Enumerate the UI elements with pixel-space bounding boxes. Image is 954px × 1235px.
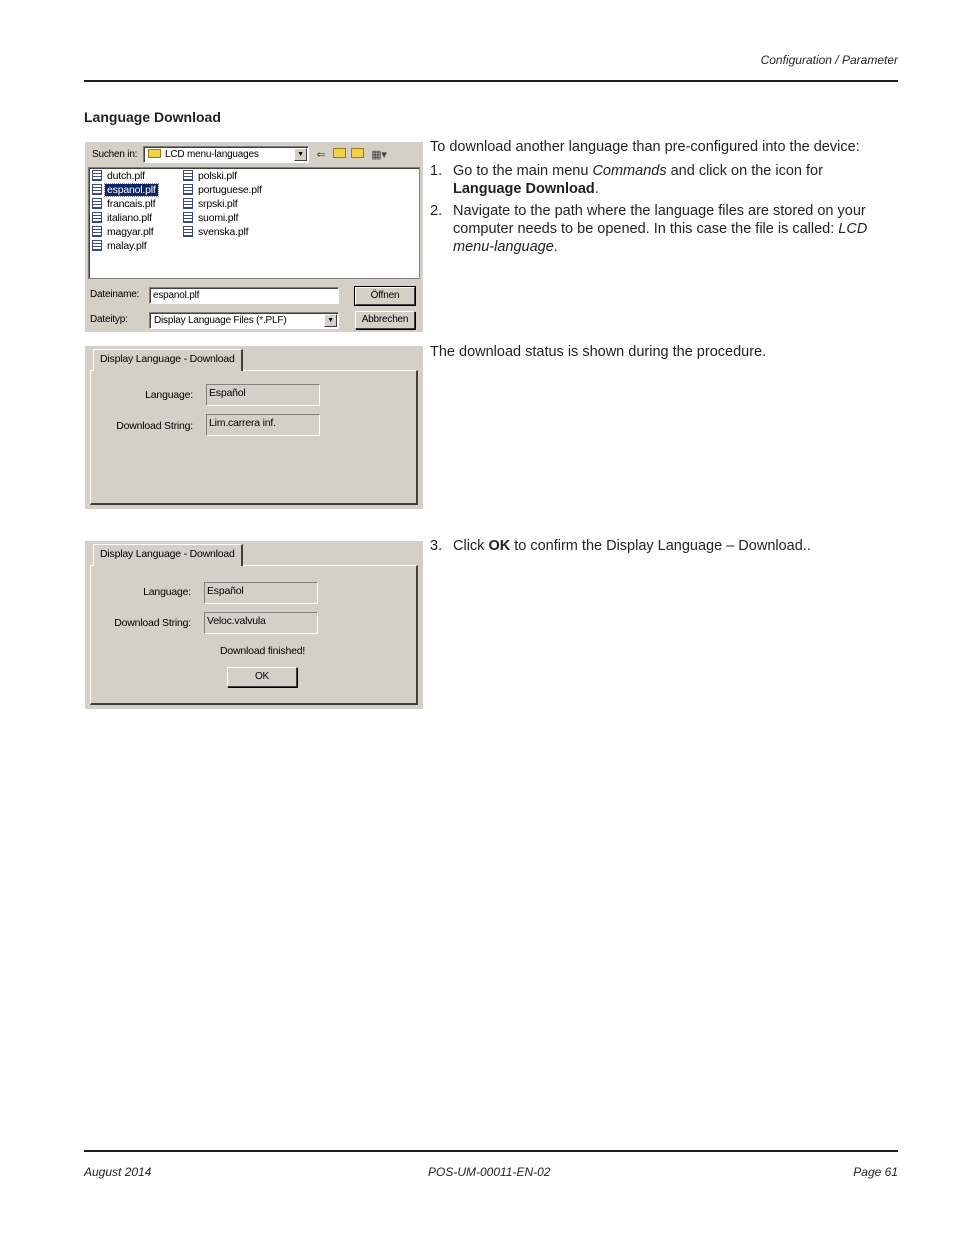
language-value: Español: [204, 582, 318, 604]
file-item-srpski[interactable]: srpski.plf: [183, 198, 239, 211]
file-icon: [92, 184, 102, 195]
folder-icon: [148, 149, 161, 158]
look-in-label: Suchen in:: [92, 149, 138, 160]
step-3: 3. Click OK to confirm the Display Language – Download..: [430, 538, 811, 554]
look-in-dropdown[interactable]: [143, 146, 309, 163]
tab-display-language-download[interactable]: Display Language - Download: [93, 544, 243, 566]
file-item-francais[interactable]: francais.plf: [92, 198, 157, 211]
download-string-label: Download String:: [116, 420, 193, 432]
file-item-suomi[interactable]: suomi.plf: [183, 212, 240, 225]
chevron-down-icon[interactable]: ▼: [294, 148, 307, 161]
file-icon: [183, 170, 193, 181]
file-icon: [92, 198, 102, 209]
file-icon: [92, 240, 102, 251]
file-item-svenska[interactable]: svenska.plf: [183, 226, 250, 239]
chevron-down-icon[interactable]: ▼: [324, 314, 337, 327]
file-list[interactable]: [88, 167, 420, 279]
file-icon: [92, 170, 102, 181]
view-menu-icon[interactable]: ▦▾: [371, 149, 387, 161]
file-item-espanol[interactable]: espanol.plf: [92, 184, 158, 197]
step-1: 1. Go to the main menu Commands and click on the icon for Language Download.: [430, 163, 823, 197]
section-title: Language Download: [84, 109, 221, 125]
filetype-dropdown[interactable]: [149, 312, 339, 329]
file-open-dialog: [85, 142, 423, 332]
look-in-value: LCD menu-languages: [165, 149, 259, 160]
header-section: Configuration / Parameter: [760, 53, 898, 67]
language-label: Language:: [143, 586, 191, 598]
file-icon: [92, 212, 102, 223]
file-item-italiano[interactable]: italiano.plf: [92, 212, 154, 225]
up-folder-icon[interactable]: [331, 148, 347, 162]
filetype-value: Display Language Files (*.PLF): [154, 315, 287, 326]
cancel-button[interactable]: Abbrechen: [355, 311, 415, 329]
download-string-label: Download String:: [114, 617, 191, 629]
ok-button[interactable]: OK: [227, 667, 297, 687]
download-status-panel: [85, 346, 423, 509]
footer-date: August 2014: [84, 1165, 152, 1179]
file-icon: [92, 226, 102, 237]
filename-field[interactable]: espanol.plf: [149, 287, 339, 304]
file-item-portuguese[interactable]: portuguese.plf: [183, 184, 264, 197]
filetype-label: Dateityp:: [90, 314, 128, 325]
footer-doc-id: POS-UM-00011-EN-02: [428, 1165, 551, 1179]
open-button[interactable]: Öffnen: [355, 287, 415, 305]
footer-rule: [84, 1150, 898, 1152]
language-label: Language:: [145, 389, 193, 401]
step-2: 2. Navigate to the path where the language files are stored on your computer needs to be opened. In this case the file is called: LCD menu-language.: [430, 203, 868, 255]
file-item-magyar[interactable]: magyar.plf: [92, 226, 155, 239]
header-rule: [84, 80, 898, 82]
intro-text: To download another language than pre-configured into the device:: [430, 139, 860, 155]
filename-label: Dateiname:: [90, 289, 140, 300]
back-arrow-icon[interactable]: ⇐: [316, 149, 326, 161]
file-item-polski[interactable]: polski.plf: [183, 170, 239, 183]
file-icon: [183, 184, 193, 195]
download-finished-panel: [85, 541, 423, 709]
download-string-value: Veloc.valvula: [204, 612, 318, 634]
file-icon: [183, 212, 193, 223]
status-text: The download status is shown during the procedure.: [430, 344, 767, 360]
download-string-value: Lim.carrera inf.: [206, 414, 320, 436]
language-value: Español: [206, 384, 320, 406]
footer-page: Page 61: [853, 1165, 898, 1179]
download-finished-message: Download finished!: [220, 645, 306, 657]
file-icon: [183, 198, 193, 209]
tab-display-language-download[interactable]: Display Language - Download: [93, 349, 243, 371]
file-item-malay[interactable]: malay.plf: [92, 240, 148, 253]
file-icon: [183, 226, 193, 237]
file-item-dutch[interactable]: dutch.plf: [92, 170, 147, 183]
new-folder-icon[interactable]: [349, 148, 365, 162]
